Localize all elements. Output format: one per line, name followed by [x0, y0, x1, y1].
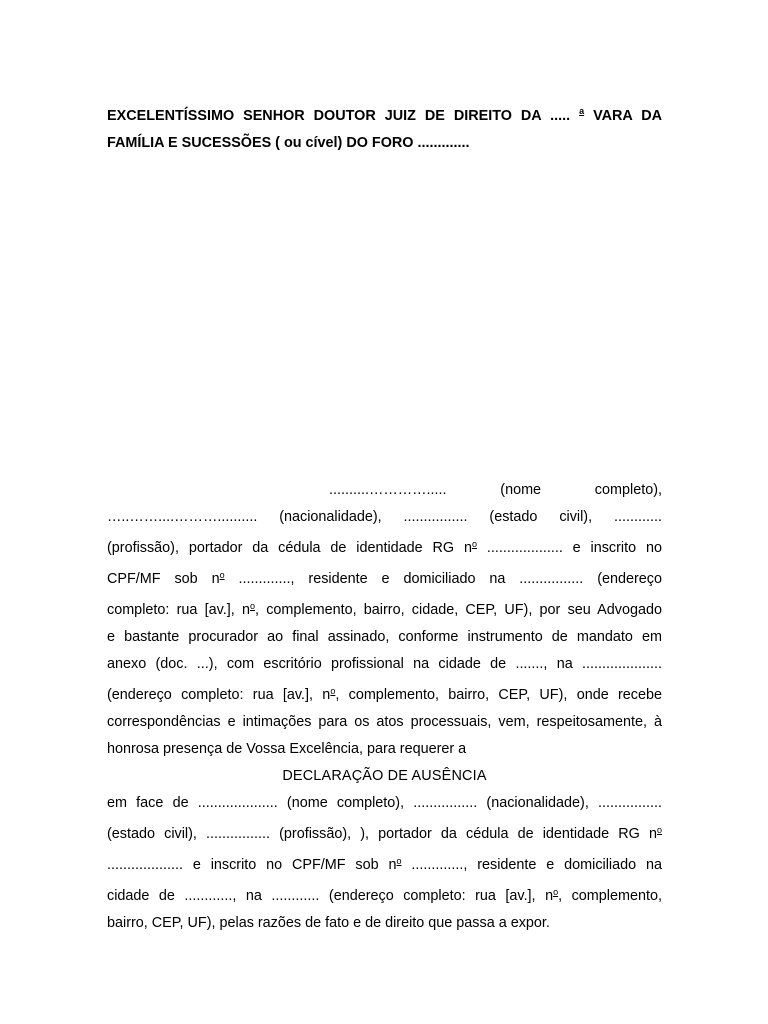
text-line: [107, 817, 662, 848]
text-line: [107, 562, 662, 593]
text-segment: ............., residente e domiciliado na ................ (endereço: [224, 571, 662, 587]
ordinal-superscript: o: [219, 570, 225, 580]
text-segment: , complemento, bairro, cidade, CEP, UF), por seu Advogado: [254, 602, 662, 618]
text-segment: , complemento,: [558, 888, 662, 904]
ordinal-superscript: o: [330, 686, 336, 696]
petition-header: [107, 98, 662, 157]
text-segment: ............., residente e domiciliado na: [401, 857, 662, 873]
header-line-1-prefix: EXCELENTÍSSIMO SENHOR DOUTOR JUIZ DE DIREITO DA .....: [107, 108, 571, 124]
text-line: em face de .................... (nome completo), ................ (nacionalidade), ................: [107, 795, 662, 811]
text-line: honrosa presença de Vossa Excelência, para requerer a: [107, 741, 467, 757]
petition-title: DECLARAÇÃO DE AUSÊNCIA: [282, 768, 487, 784]
text-segment: CPF/MF sob n: [107, 571, 220, 587]
header-line-1: [107, 98, 662, 130]
text-line: [107, 531, 662, 562]
header-line-1-suffix: VARA DA: [593, 108, 662, 124]
ordinal-superscript: a: [579, 106, 585, 116]
header-line-2: FAMÍLIA E SUCESSÕES ( ou cível) DO FORO .............: [107, 135, 470, 151]
petition-paragraph: [107, 477, 662, 763]
text-segment: ................... e inscrito no CPF/MF sob n: [107, 857, 397, 873]
text-segment: (endereço completo: rua [av.], n: [107, 687, 331, 703]
text-segment: , complemento, bairro, CEP, UF), onde recebe: [335, 687, 662, 703]
text-segment: completo: rua [av.], n: [107, 602, 250, 618]
text-line: ..........…………..... (nome completo),: [329, 482, 662, 498]
text-segment: cidade de ............, na ............ (endereço completo: rua [av.], n: [107, 888, 554, 904]
ordinal-superscript: o: [656, 825, 662, 835]
ordinal-superscript: o: [396, 856, 402, 866]
text-line: [107, 678, 662, 709]
text-line: …..……....……….......... (nacionalidade), ................ (estado civil), ............: [107, 509, 662, 525]
text-line: e bastante procurador ao final assinado, conforme instrumento de mandato em: [107, 629, 662, 645]
ordinal-superscript: o: [249, 601, 255, 611]
ordinal-superscript: o: [553, 887, 559, 897]
text-segment: (profissão), portador da cédula de identidade RG n: [107, 540, 472, 556]
text-segment: (estado civil), ................ (profissão), ), portador da cédula de identidade RG n: [107, 826, 657, 842]
text-line: correspondências e intimações para os atos processuais, vem, respeitosamente, à: [107, 714, 662, 730]
text-segment: ................... e inscrito no: [477, 540, 662, 556]
petition-body: [107, 477, 662, 937]
text-line: bairro, CEP, UF), pelas razões de fato e de direito que passa a expor.: [107, 915, 550, 931]
text-line: [107, 593, 662, 624]
absence-paragraph: [107, 790, 662, 937]
text-line: anexo (doc. ...), com escritório profissional na cidade de ......., na ....................: [107, 656, 662, 672]
text-line: [107, 879, 662, 910]
text-line: [107, 848, 662, 879]
ordinal-superscript: o: [471, 539, 477, 549]
